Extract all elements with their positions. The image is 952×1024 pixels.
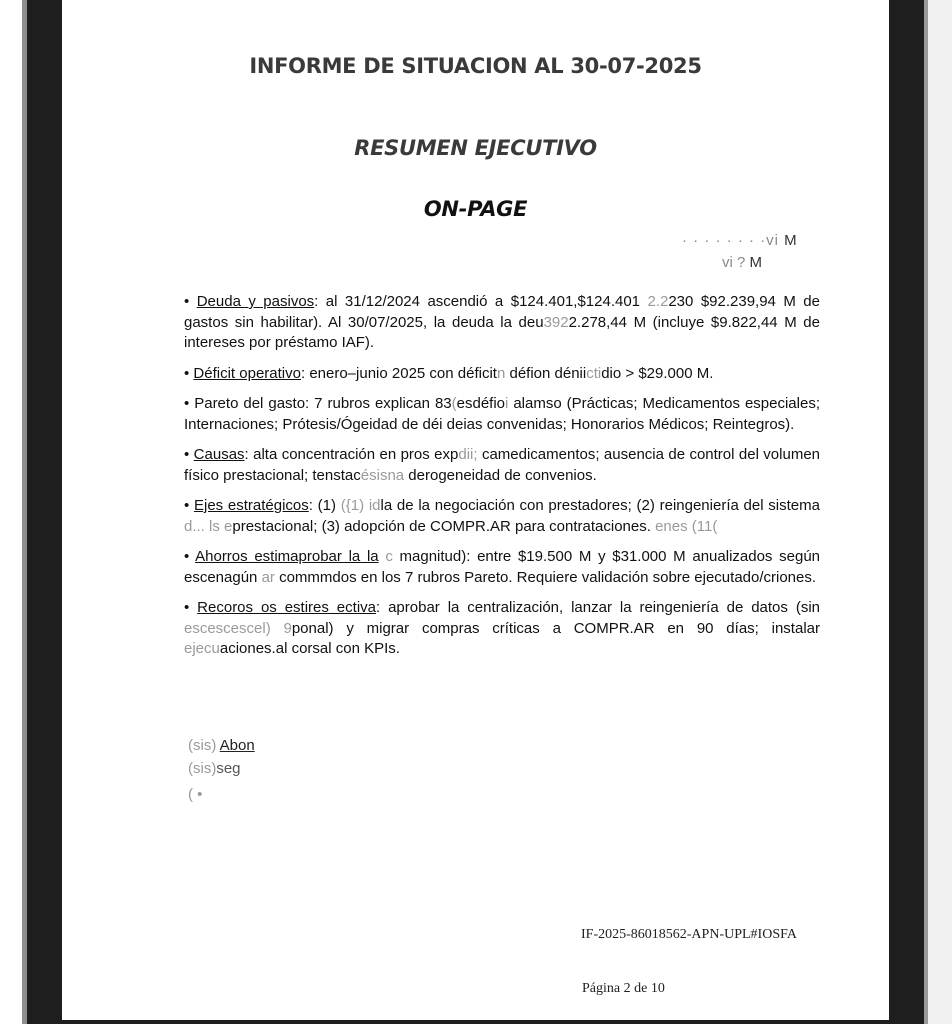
viewer-frame-right bbox=[889, 0, 924, 1024]
trailing-fragment-2 bbox=[188, 760, 241, 777]
ghost-overlay: enes (11( bbox=[655, 517, 718, 535]
ghost-overlay: 2.2 bbox=[647, 293, 669, 310]
paragraph-pareto: • Pareto del gasto: 7 rubros explican 83(esdéfioi alamso (Prácticas; Medicamentos especiales; Internaciones; Prótesis/Ógeidad de déi deias convenidas; Honorarios Médicos; Reintegros). bbox=[184, 395, 820, 433]
summary-body bbox=[184, 292, 820, 670]
paragraph-label: Deuda y pasivos bbox=[196, 293, 315, 310]
paragraph-text: la de la negociación con prestadores; (2) reingeniería del sistema bbox=[380, 497, 820, 514]
paragraph-text: 2.278,44 M (incluye $9.822,44 M de intereses por préstamo IAF). bbox=[184, 313, 820, 351]
fragment-text: Abon bbox=[219, 737, 255, 754]
paragraph-text: aciones.al corsal con KPIs. bbox=[219, 640, 400, 657]
ghost-overlay: ( • bbox=[188, 786, 203, 803]
ghost-overlay: c bbox=[385, 548, 393, 565]
viewer-frame-bottom bbox=[27, 1020, 924, 1024]
document-subtitle: RESUMEN EJECUTIVO bbox=[354, 136, 597, 160]
paragraph-text: magnitud): entre $19.500 M y $31.000 M anualizados según escenagún bbox=[184, 548, 820, 586]
paragraph-ahorros: • Ahorros estimaprobar la la c magnitud): entre $19.500 M y $31.000 M anualizados según escenagún ar commmdos en los 7 rubros Pareto. Requiere validación sobre ejecutado/criones. bbox=[184, 548, 820, 586]
ghost-overlay: ar bbox=[261, 568, 275, 586]
ghost-overlay: cti bbox=[586, 364, 602, 382]
paragraph-label: Déficit operativo bbox=[193, 364, 301, 382]
ghost-faint-text: · · · · · · · ·vi bbox=[682, 232, 779, 249]
paragraph-text: : alta concentración en pros exp bbox=[244, 446, 459, 463]
paragraph-causas: • Causas: alta concentración en pros expdii; camedicamentos; ausencia de control del volumen físico prestacional; tenstacésisna derogeneidad de convenios. bbox=[184, 446, 821, 484]
paragraph-label: Ejes estratégicos bbox=[193, 497, 309, 514]
paragraph-text: esdéfio bbox=[456, 395, 506, 412]
ghost-overlay: ejecu bbox=[184, 640, 220, 657]
ghost-overlay: (sis) bbox=[188, 737, 220, 754]
paragraph-text: dio > $29.000 M. bbox=[601, 364, 714, 382]
fragment-text: seg bbox=[216, 760, 241, 777]
paragraph-text: : al 31/12/2024 ascendió a $124.401,$124.401 bbox=[314, 293, 648, 310]
viewer-frame-left bbox=[27, 0, 62, 1024]
ghost-mark-1 bbox=[682, 232, 798, 249]
paragraph-label: Recoros os estires ectiva bbox=[197, 599, 376, 616]
ghost-overlay: ( bbox=[451, 395, 457, 412]
paragraph-label: Causas bbox=[193, 446, 245, 463]
ghost-overlay: ({1) id bbox=[340, 497, 381, 514]
paragraph-text: 230 $92.239,94 M de gastos sin habilitar). Al 30/07/2025, la deuda la deu bbox=[184, 293, 820, 331]
paragraph-text: derogeneidad de convenios. bbox=[404, 466, 597, 484]
ghost-overlay: dii; bbox=[458, 446, 482, 463]
ghost-overlay: escescescel) 9 bbox=[184, 619, 292, 637]
ghost-overlay: ésisna bbox=[360, 466, 405, 484]
ghost-overlay: n bbox=[496, 364, 506, 382]
paragraph-text: Pareto del gasto: 7 rubros explican 83 bbox=[194, 395, 452, 412]
screen-edge-left bbox=[0, 0, 22, 1024]
ghost-overlay: 392 bbox=[543, 313, 569, 331]
paragraph-text: commmdos en los 7 rubros Pareto. Requiere validación sobre ejecutado/criones. bbox=[274, 568, 817, 586]
screen-edge-right bbox=[928, 0, 952, 1024]
ghost-overlay: (sis) bbox=[188, 760, 217, 777]
paragraph-text: alamso (Prácticas; Medicamentos especiales; Internaciones; Prótesis/Ógeidad de déi deias convenidas; Honorarios Médicos; Reintegros). bbox=[184, 395, 820, 433]
paragraph-text: prestacional; (3) adopción de COMPR.AR para contrataciones. bbox=[232, 517, 656, 535]
document-page bbox=[62, 0, 889, 1020]
ghost-overlay: i bbox=[505, 395, 509, 412]
paragraph-ejes: • Ejes estratégicos: (1) ({1) idla de la negociación con prestadores; (2) reingeniería del sistema d... ls eprestacional; (3) adopción de COMPR.AR para contrataciones. enes (11( bbox=[184, 497, 820, 535]
document-id: IF-2025-86018562-APN-UPL#IOSFA bbox=[581, 927, 797, 942]
trailing-fragment-3 bbox=[188, 786, 202, 803]
paragraph-text: : aprobar la centralización, lanzar la reingeniería de datos (sin bbox=[376, 599, 820, 616]
ghost-faint-text: vi ? bbox=[722, 254, 746, 271]
section-heading: ON-PAGE bbox=[423, 197, 528, 221]
paragraph-text: : (1) bbox=[308, 497, 341, 514]
trailing-fragment-1 bbox=[188, 737, 255, 754]
paragraph-text: ponal) y migrar compras críticas a COMPR.AR en 90 días; instalar bbox=[291, 619, 820, 637]
paragraph-deficit: • Déficit operativo: enero–junio 2025 con déficitn défion déniictidio > $29.000 M. bbox=[184, 364, 714, 382]
paragraph-label: Ahorros estimaprobar la la bbox=[195, 548, 379, 565]
paragraph-text: défion dénii bbox=[505, 364, 587, 382]
ghost-mark-2 bbox=[722, 254, 762, 271]
document-title: INFORME DE SITUACION AL 30-07-2025 bbox=[249, 54, 702, 78]
paragraph-recomendaciones: • Recoros os estires ectiva: aprobar la centralización, lanzar la reingeniería de datos (sin escescescel) 9ponal) y migrar compras críticas a COMPR.AR en 90 días; instalar ejecuaciones.al corsal con KPIs. bbox=[184, 599, 820, 657]
page-number: Página 2 de 10 bbox=[582, 981, 665, 996]
paragraph-text: : enero–junio 2025 con déficit bbox=[300, 364, 497, 382]
paragraph-text: camedicamentos; ausencia de control del volumen físico prestacional; tenstac bbox=[184, 446, 821, 484]
paragraph-deuda: • Deuda y pasivos: al 31/12/2024 ascendió a $124.401,$124.401 2.2230 $92.239,94 M de gastos sin habilitar). Al 30/07/2025, la deuda la deu3922.278,44 M (incluye $9.822,44 M de intereses por préstamo IAF). bbox=[184, 293, 820, 351]
ghost-strong-text: M bbox=[784, 232, 798, 249]
ghost-overlay: d... ls e bbox=[184, 517, 233, 535]
ghost-strong-text: M bbox=[749, 254, 763, 271]
